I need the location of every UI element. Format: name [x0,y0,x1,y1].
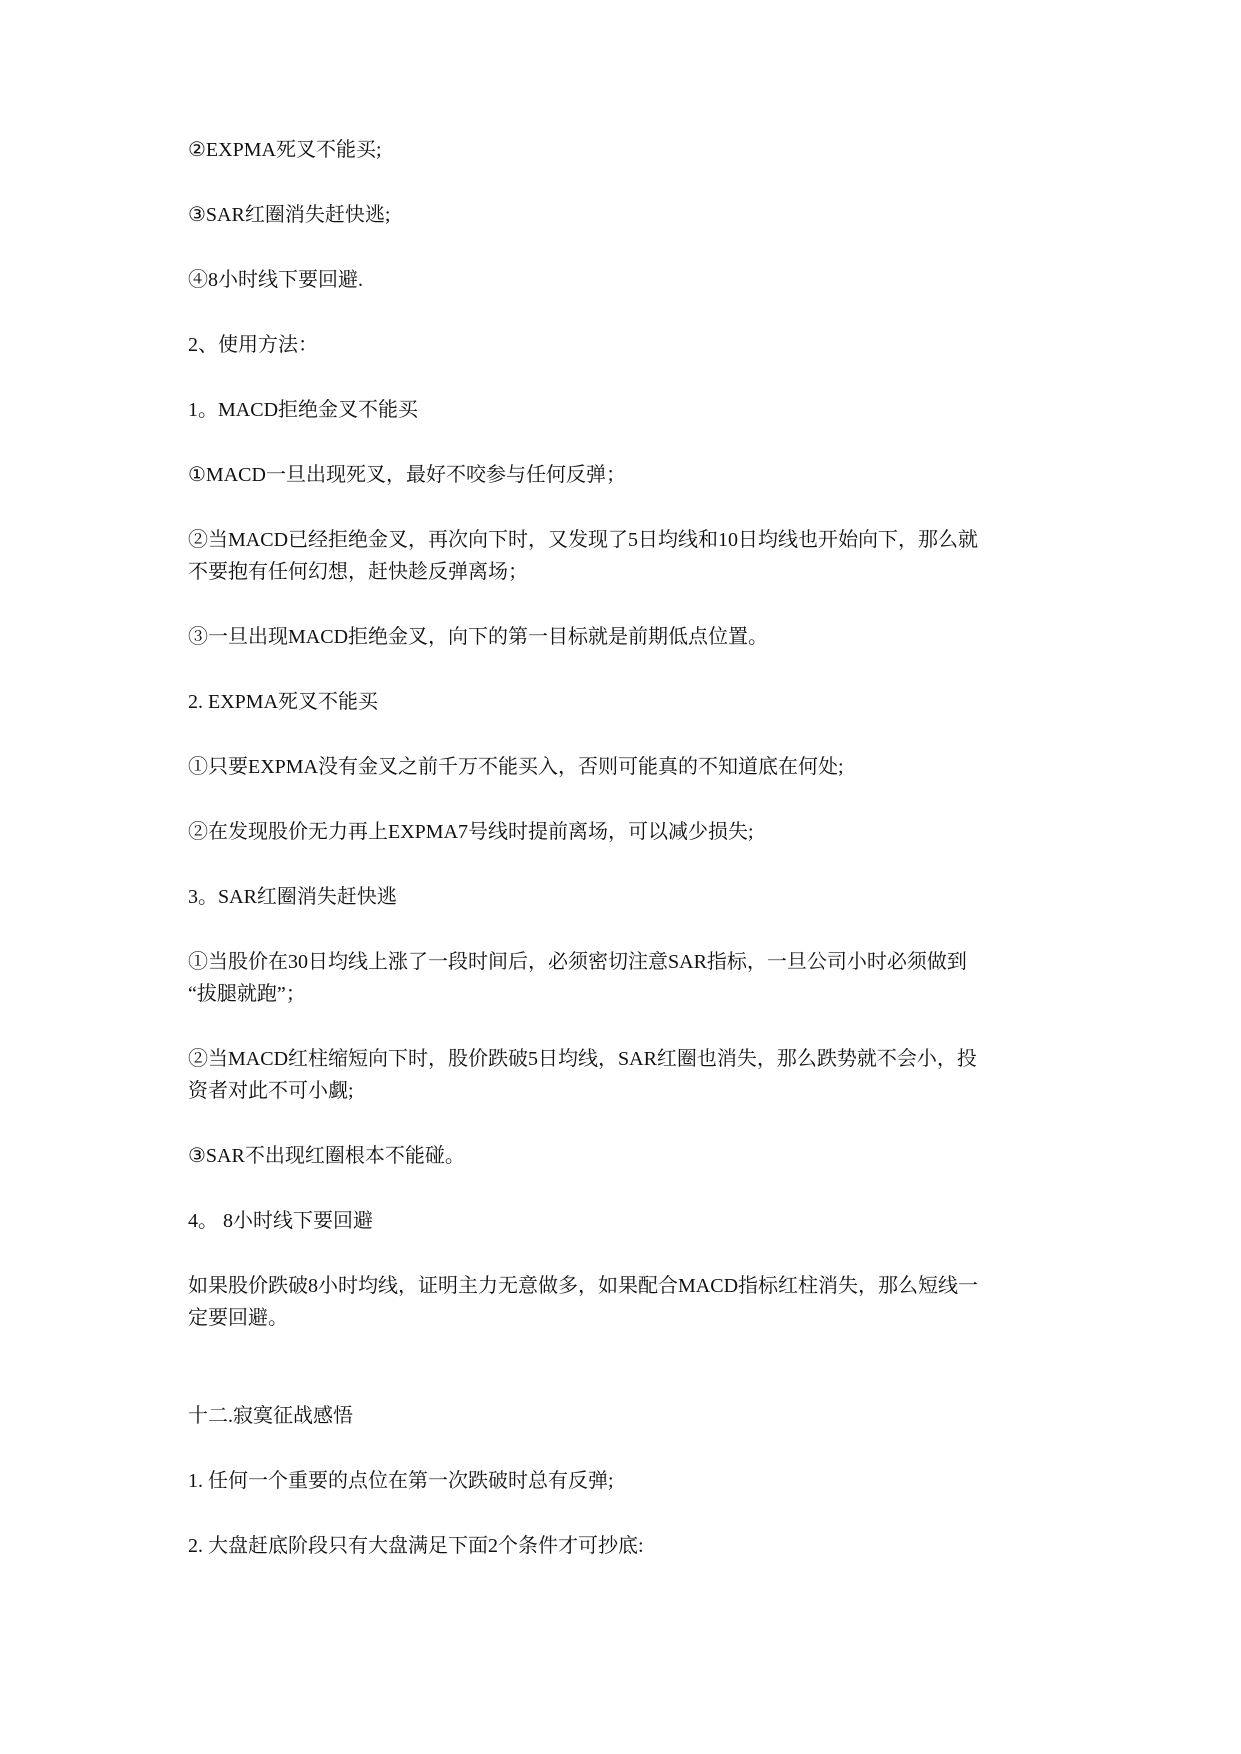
section-heading [188,1400,1121,1432]
text-line: 3。SAR红圈消失赶快逃 [188,886,397,908]
list-item [188,1530,1121,1562]
list-item [188,751,1121,783]
text-line: 资者对此不可小觑; [188,1080,354,1102]
text-line: 4。 8小时线下要回避 [188,1210,373,1232]
text-line: ④8小时线下要回避. [188,269,363,291]
text-line: ②当MACD已经拒绝金叉，再次向下时，又发现了5日均线和10日均线也开始向下，那么就 [188,529,979,551]
list-item [188,264,1121,296]
section-heading [188,329,1121,361]
text-line: 2、使用方法： [188,334,318,356]
paragraph [188,1270,1121,1334]
list-item [188,134,1121,166]
text-line: 十二.寂寞征战感悟 [188,1405,353,1427]
text-line: 1. 任何一个重要的点位在第一次跌破时总有反弹; [188,1470,614,1492]
list-item [188,199,1121,231]
list-item [188,816,1121,848]
subsection-heading [188,394,1121,426]
subsection-heading [188,881,1121,913]
list-item [188,1043,1121,1107]
text-line: 1。MACD拒绝金叉不能买 [188,399,419,421]
text-line: ②EXPMA死叉不能买; [188,139,382,161]
text-line: ③SAR不出现红圈根本不能碰。 [188,1145,465,1167]
text-line: ③SAR红圈消失赶快逃; [188,204,391,226]
list-item [188,1140,1121,1172]
text-line: ①只要EXPMA没有金叉之前千万不能买入，否则可能真的不知道底在何处; [188,756,844,778]
text-line: 定要回避。 [188,1307,288,1329]
text-line: ①MACD一旦出现死叉，最好不咬参与任何反弹； [188,464,626,486]
text-line: ②在发现股价无力再上EXPMA7号线时提前离场，可以减少损失; [188,821,754,843]
list-item [188,1465,1121,1497]
list-item [188,524,1121,588]
text-line: 不要抱有任何幻想，赶快趁反弹离场； [188,561,528,583]
subsection-heading [188,1205,1121,1237]
text-line: 2. EXPMA死叉不能买 [188,691,379,713]
text-line: 如果股价跌破8小时均线，证明主力无意做多，如果配合MACD指标红柱消失，那么短线一 [188,1275,979,1297]
list-item [188,621,1121,653]
text-line: ①当股价在30日均线上涨了一段时间后，必须密切注意SAR指标，一旦公司小时必须做到 [188,951,967,973]
text-line: ③一旦出现MACD拒绝金叉，向下的第一目标就是前期低点位置。 [188,626,769,648]
text-line: ②当MACD红柱缩短向下时，股价跌破5日均线，SAR红圈也消失，那么跌势就不会小，投 [188,1048,977,1070]
list-item [188,459,1121,491]
text-line: 2. 大盘赶底阶段只有大盘满足下面2个条件才可抄底: [188,1535,644,1557]
subsection-heading [188,686,1121,718]
list-item [188,946,1121,1010]
text-line: “拔腿就跑”； [188,983,306,1005]
